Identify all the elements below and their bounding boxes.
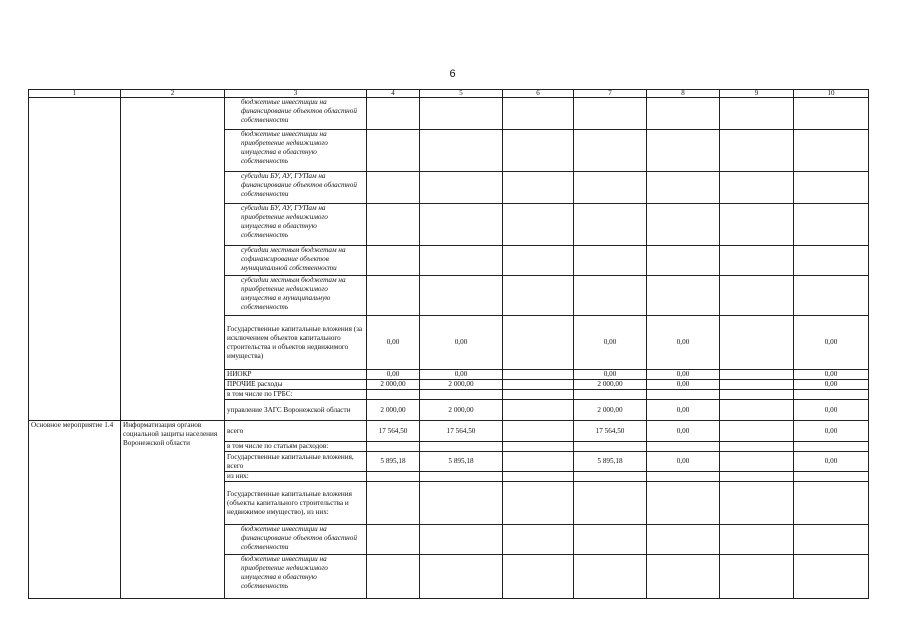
expense-item-label: ПРОЧИЕ расходы xyxy=(225,380,367,390)
value-cell: 0,00 xyxy=(794,316,869,370)
expense-item-label: субсидии местным бюджетам на софинансирование объектов муниципальной собственности xyxy=(225,246,367,276)
value-cell xyxy=(574,390,647,400)
value-cell: 17 564,50 xyxy=(420,421,503,442)
value-cell xyxy=(574,482,647,525)
value-cell: 5 895,18 xyxy=(574,452,647,472)
measure-code-cell: Основное мероприятие 1.4 xyxy=(29,421,121,599)
value-cell xyxy=(720,472,794,482)
col-header: 5 xyxy=(420,90,503,98)
value-cell xyxy=(503,370,574,380)
value-cell xyxy=(794,172,869,204)
header-row xyxy=(29,90,869,98)
value-cell: 0,00 xyxy=(647,400,720,421)
value-cell xyxy=(503,276,574,316)
expense-item-label: управление ЗАГС Воронежской области xyxy=(225,400,367,421)
value-cell xyxy=(367,276,420,316)
value-cell: 2 000,00 xyxy=(574,400,647,421)
value-cell xyxy=(647,555,720,599)
value-cell xyxy=(574,555,647,599)
value-cell xyxy=(503,172,574,204)
value-cell xyxy=(647,525,720,555)
expense-item-label: Государственные капитальные вложения (за исключением объектов капитального строительства и объектов недвижимого имущества) xyxy=(225,316,367,370)
measure-name-cell xyxy=(121,98,225,421)
value-cell: 0,00 xyxy=(794,400,869,421)
value-cell xyxy=(720,452,794,472)
table-row xyxy=(29,421,869,442)
value-cell xyxy=(647,390,720,400)
value-cell xyxy=(794,482,869,525)
expense-item-label: субсидии БУ, АУ, ГУПам на финансирование объектов областной собственности xyxy=(225,172,367,204)
value-cell xyxy=(574,204,647,246)
value-cell xyxy=(503,380,574,390)
value-cell xyxy=(720,421,794,442)
value-cell: 0,00 xyxy=(794,421,869,442)
value-cell xyxy=(367,172,420,204)
value-cell xyxy=(720,370,794,380)
value-cell xyxy=(367,472,420,482)
value-cell xyxy=(503,204,574,246)
value-cell xyxy=(420,276,503,316)
budget-table xyxy=(28,89,869,599)
value-cell xyxy=(420,390,503,400)
value-cell xyxy=(720,400,794,421)
col-header: 10 xyxy=(794,90,869,98)
expense-item-label: всего xyxy=(225,421,367,442)
value-cell xyxy=(503,555,574,599)
value-cell xyxy=(503,472,574,482)
value-cell: 2 000,00 xyxy=(574,380,647,390)
value-cell: 5 895,18 xyxy=(367,452,420,472)
value-cell xyxy=(420,130,503,172)
value-cell xyxy=(420,525,503,555)
value-cell xyxy=(720,246,794,276)
col-header: 2 xyxy=(121,90,225,98)
value-cell xyxy=(420,555,503,599)
value-cell xyxy=(794,276,869,316)
expense-item-label: Государственные капитальные вложения (объекты капитального строительства и недвижимое имущество), из них: xyxy=(225,482,367,525)
value-cell: 2 000,00 xyxy=(367,380,420,390)
value-cell xyxy=(647,130,720,172)
value-cell xyxy=(720,204,794,246)
value-cell xyxy=(720,380,794,390)
col-header: 9 xyxy=(720,90,794,98)
value-cell: 2 000,00 xyxy=(420,380,503,390)
value-cell: 0,00 xyxy=(794,370,869,380)
col-header: 3 xyxy=(225,90,367,98)
value-cell: 0,00 xyxy=(574,370,647,380)
value-cell xyxy=(720,525,794,555)
value-cell xyxy=(794,204,869,246)
value-cell xyxy=(367,98,420,130)
value-cell xyxy=(367,390,420,400)
value-cell xyxy=(647,442,720,452)
value-cell xyxy=(420,246,503,276)
value-cell xyxy=(420,98,503,130)
value-cell xyxy=(503,421,574,442)
expense-item-label: субсидии БУ, АУ, ГУПам на приобретение недвижимого имущества в областную собственность xyxy=(225,204,367,246)
value-cell: 0,00 xyxy=(647,380,720,390)
value-cell xyxy=(420,472,503,482)
value-cell: 0,00 xyxy=(647,370,720,380)
value-cell xyxy=(794,246,869,276)
value-cell xyxy=(503,316,574,370)
value-cell xyxy=(647,204,720,246)
value-cell xyxy=(574,442,647,452)
value-cell xyxy=(720,442,794,452)
value-cell xyxy=(574,98,647,130)
value-cell xyxy=(503,390,574,400)
expense-item-label: в том числе по статьям расходов: xyxy=(225,442,367,452)
expense-item-label: бюджетные инвестиции на приобретение недвижимого имущества в областную собственность xyxy=(225,130,367,172)
value-cell xyxy=(367,442,420,452)
value-cell: 2 000,00 xyxy=(420,400,503,421)
value-cell xyxy=(794,555,869,599)
expense-item-label: бюджетные инвестиции на финансирование объектов областной собственности xyxy=(225,98,367,130)
value-cell xyxy=(503,442,574,452)
expense-item-label: Государственные капитальные вложения, всего xyxy=(225,452,367,472)
value-cell xyxy=(503,400,574,421)
expense-item-label: бюджетные инвестиции на финансирование объектов областной собственности xyxy=(225,525,367,555)
value-cell: 2 000,00 xyxy=(367,400,420,421)
expense-item-label: бюджетные инвестиции на приобретение недвижимого имущества в областную собственность xyxy=(225,555,367,599)
value-cell xyxy=(574,276,647,316)
value-cell xyxy=(720,316,794,370)
value-cell xyxy=(720,172,794,204)
value-cell xyxy=(647,482,720,525)
value-cell: 0,00 xyxy=(794,380,869,390)
value-cell xyxy=(720,98,794,130)
value-cell xyxy=(420,442,503,452)
value-cell: 0,00 xyxy=(647,421,720,442)
value-cell: 5 895,18 xyxy=(420,452,503,472)
value-cell xyxy=(574,172,647,204)
value-cell xyxy=(367,204,420,246)
measure-name-cell: Информатизация органов социальной защиты населения Воронежской области xyxy=(121,421,225,599)
value-cell xyxy=(647,276,720,316)
value-cell: 0,00 xyxy=(367,316,420,370)
value-cell xyxy=(367,130,420,172)
col-header: 7 xyxy=(574,90,647,98)
value-cell xyxy=(574,472,647,482)
value-cell: 0,00 xyxy=(420,370,503,380)
expense-item-label: НИОКР xyxy=(225,370,367,380)
expense-item-label: из них: xyxy=(225,472,367,482)
value-cell xyxy=(420,482,503,525)
page-number: 6 xyxy=(449,68,456,80)
value-cell xyxy=(794,390,869,400)
value-cell xyxy=(503,482,574,525)
value-cell xyxy=(720,276,794,316)
measure-code-cell xyxy=(29,98,121,421)
value-cell xyxy=(503,525,574,555)
value-cell: 0,00 xyxy=(647,452,720,472)
value-cell xyxy=(720,130,794,172)
value-cell xyxy=(420,204,503,246)
table-row xyxy=(29,98,869,130)
value-cell xyxy=(420,172,503,204)
value-cell xyxy=(503,246,574,276)
value-cell xyxy=(794,130,869,172)
expense-item-label: в том числе по ГРБС: xyxy=(225,390,367,400)
value-cell xyxy=(503,130,574,172)
value-cell: 0,00 xyxy=(794,452,869,472)
value-cell xyxy=(574,246,647,276)
value-cell xyxy=(647,472,720,482)
col-header: 4 xyxy=(367,90,420,98)
value-cell xyxy=(794,98,869,130)
value-cell: 0,00 xyxy=(367,370,420,380)
value-cell xyxy=(367,555,420,599)
value-cell xyxy=(720,482,794,525)
value-cell: 17 564,50 xyxy=(367,421,420,442)
value-cell xyxy=(794,442,869,452)
value-cell xyxy=(720,390,794,400)
value-cell: 0,00 xyxy=(647,316,720,370)
value-cell xyxy=(503,452,574,472)
value-cell xyxy=(574,130,647,172)
value-cell xyxy=(367,482,420,525)
value-cell xyxy=(367,525,420,555)
value-cell xyxy=(574,525,647,555)
value-cell: 17 564,50 xyxy=(574,421,647,442)
value-cell xyxy=(794,472,869,482)
value-cell xyxy=(647,98,720,130)
value-cell xyxy=(647,246,720,276)
col-header: 1 xyxy=(29,90,121,98)
value-cell xyxy=(720,555,794,599)
col-header: 6 xyxy=(503,90,574,98)
value-cell: 0,00 xyxy=(574,316,647,370)
value-cell xyxy=(503,98,574,130)
value-cell xyxy=(367,246,420,276)
value-cell xyxy=(794,525,869,555)
col-header: 8 xyxy=(647,90,720,98)
value-cell xyxy=(647,172,720,204)
value-cell: 0,00 xyxy=(420,316,503,370)
expense-item-label: субсидии местным бюджетам на приобретение недвижимого имущества в муниципальную собственность xyxy=(225,276,367,316)
